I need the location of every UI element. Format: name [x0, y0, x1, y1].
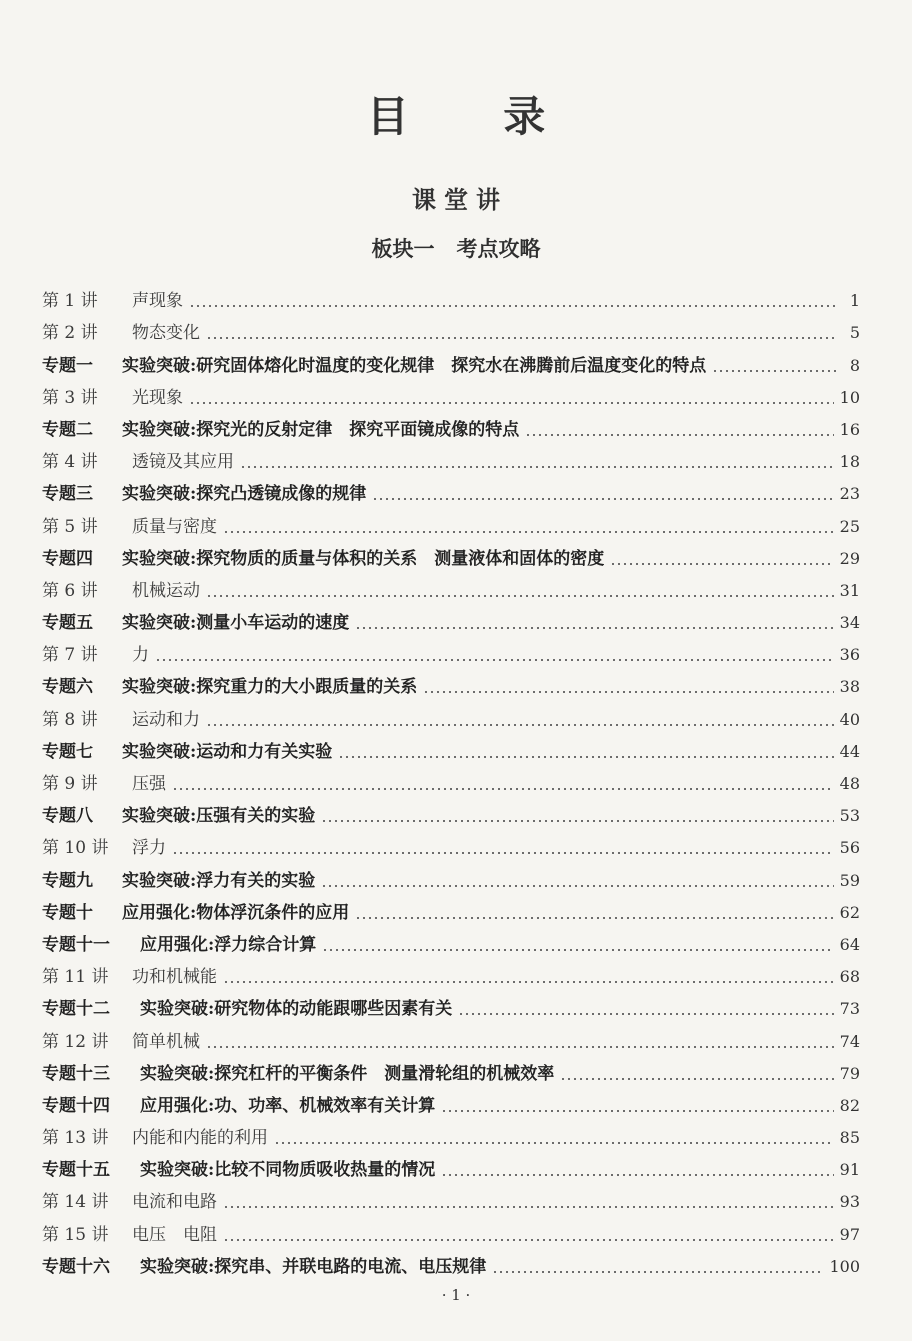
toc-entry-label: 第 9 讲 — [42, 774, 98, 794]
toc-entry-label: 专题四 — [42, 548, 93, 569]
toc-entry-title: 实验突破:探究杠杆的平衡条件 测量滑轮组的机械效率 — [140, 1063, 555, 1084]
toc-entry-title: 光现象 — [132, 387, 183, 408]
toc-entry-lecture[interactable] — [42, 1181, 860, 1213]
toc-entry-special[interactable] — [42, 859, 860, 891]
toc-entry-page: 68 — [839, 967, 860, 987]
toc-entry-page: 40 — [839, 709, 860, 729]
dot-leader — [322, 949, 833, 951]
dot-leader — [458, 1013, 833, 1015]
dot-leader — [372, 498, 833, 500]
toc-entry-page: 97 — [839, 1224, 860, 1244]
toc-entry-special[interactable] — [42, 538, 860, 570]
toc-entry-title: 简单机械 — [132, 1031, 200, 1052]
toc-entry-page: 16 — [839, 419, 860, 439]
toc-entry-lecture[interactable] — [42, 827, 860, 859]
toc-entry-lecture[interactable] — [42, 312, 860, 344]
toc-entry-lecture[interactable] — [42, 1020, 860, 1052]
toc-entry-label: 第 12 讲 — [42, 1031, 109, 1052]
toc-entry-page: 23 — [839, 484, 860, 504]
toc-entry-lecture[interactable] — [42, 505, 860, 537]
toc-entry-title: 运动和力 — [132, 709, 200, 730]
toc-entry-page: 31 — [839, 580, 860, 600]
document-title: 目 录 — [366, 92, 586, 141]
toc-entry-label: 第 11 讲 — [42, 967, 109, 988]
dot-leader — [441, 1174, 833, 1176]
toc-entry-page: 48 — [839, 774, 860, 793]
dot-leader — [206, 724, 834, 726]
toc-entry-title: 实验突破:测量小车运动的速度 — [122, 613, 350, 634]
toc-entry-label: 第 4 讲 — [42, 452, 98, 473]
toc-entry-label: 第 3 讲 — [42, 387, 98, 408]
toc-entry-label: 第 7 讲 — [42, 645, 98, 666]
toc-entry-page: 73 — [839, 999, 860, 1019]
toc-entry-lecture[interactable] — [42, 698, 860, 730]
toc-entry-title: 实验突破:运动和力有关实验 — [122, 741, 333, 762]
toc-entry-label: 第 1 讲 — [42, 291, 98, 312]
toc-entry-title: 质量与密度 — [132, 516, 217, 537]
dot-leader — [492, 1271, 823, 1273]
toc-entry-page: 91 — [839, 1160, 860, 1180]
dot-leader — [338, 756, 833, 758]
toc-entry-page: 25 — [839, 516, 860, 536]
toc-entry-label: 第 15 讲 — [42, 1224, 109, 1245]
toc-entry-label: 专题二 — [42, 419, 93, 440]
toc-entry-title: 实验突破:探究物质的质量与体积的关系 测量液体和固体的密度 — [122, 548, 605, 569]
dot-leader — [321, 820, 833, 822]
toc-entry-page: 29 — [839, 548, 860, 568]
toc-entry-page: 44 — [839, 741, 860, 761]
toc-entry-special[interactable] — [42, 473, 860, 505]
toc-entry-title: 电压 电阻 — [132, 1224, 217, 1245]
toc-entry-page: 34 — [839, 613, 860, 633]
toc-entry-title: 实验突破:探究光的反射定律 探究平面镜成像的特点 — [122, 419, 520, 440]
toc-entry-page: 62 — [839, 902, 860, 922]
toc-entry-page: 5 — [849, 323, 860, 343]
toc-entry-title: 力 — [132, 645, 149, 666]
dot-leader — [712, 370, 836, 372]
toc-entry-label: 专题六 — [42, 677, 93, 698]
dot-leader — [189, 305, 836, 307]
toc-entry-title: 实验突破:研究物体的动能跟哪些因素有关 — [140, 999, 453, 1020]
toc-entry-title: 浮力 — [132, 838, 166, 859]
toc-entry-title: 实验突破:浮力有关的实验 — [122, 870, 316, 891]
toc-entry-label: 专题十二 — [42, 999, 110, 1020]
toc-entry-page: 93 — [839, 1192, 860, 1212]
toc-entry-lecture[interactable] — [42, 441, 860, 473]
dot-leader — [274, 1142, 834, 1144]
toc-entry-page: 1 — [849, 291, 860, 311]
toc-entry-label: 专题十三 — [42, 1063, 110, 1084]
dot-leader — [223, 531, 834, 533]
dot-leader — [172, 852, 834, 854]
toc-entry-title: 实验突破:压强有关的实验 — [122, 806, 316, 827]
toc-entry-label: 专题三 — [42, 484, 93, 505]
dot-leader — [189, 402, 834, 404]
toc-entry-lecture[interactable] — [42, 956, 860, 988]
toc-entry-page: 74 — [839, 1031, 860, 1051]
dot-leader — [355, 627, 833, 629]
block-number: 板块一 — [371, 236, 435, 261]
dot-leader — [206, 595, 834, 597]
toc-entry-special[interactable] — [42, 731, 860, 763]
dot-leader — [206, 337, 836, 339]
toc-entry-page: 38 — [839, 677, 860, 697]
toc-entry-page: 10 — [839, 387, 860, 407]
toc-entry-label: 专题五 — [42, 613, 93, 634]
toc-entry-lecture[interactable] — [42, 763, 860, 795]
toc-entry-label: 第 14 讲 — [42, 1192, 109, 1213]
dot-leader — [441, 1110, 833, 1112]
toc-entry-lecture[interactable] — [42, 570, 860, 602]
toc-entry-title: 透镜及其应用 — [132, 452, 234, 473]
toc-entry-label: 第 13 讲 — [42, 1128, 109, 1149]
toc-entry-title: 实验突破:探究串、并联电路的电流、电压规律 — [140, 1256, 487, 1277]
toc-entry-label: 专题十五 — [42, 1160, 110, 1181]
toc-entry-special[interactable] — [42, 1085, 860, 1117]
dot-leader — [223, 1239, 834, 1241]
toc-entry-special[interactable] — [42, 344, 860, 376]
toc-entry-lecture[interactable] — [42, 1117, 860, 1149]
toc-entry-special[interactable] — [42, 602, 860, 634]
toc-entry-title: 实验突破:探究重力的大小跟质量的关系 — [122, 677, 418, 698]
dot-leader — [423, 691, 833, 693]
dot-leader — [223, 1206, 834, 1208]
toc-entry-label: 专题一 — [42, 355, 93, 376]
toc-entry-label: 专题十一 — [42, 934, 110, 955]
block-name: 考点攻略 — [456, 236, 541, 261]
dot-leader — [560, 1078, 833, 1080]
dot-leader — [525, 434, 833, 436]
toc-entry-special[interactable] — [42, 924, 860, 956]
toc-entry-label: 第 10 讲 — [42, 838, 109, 859]
dot-leader — [206, 1046, 834, 1048]
toc-entry-label: 第 5 讲 — [42, 516, 98, 537]
toc-entry-lecture[interactable] — [42, 634, 860, 666]
toc-entry-lecture[interactable] — [42, 1213, 860, 1245]
toc-entry-title: 实验突破:研究固体熔化时温度的变化规律 探究水在沸腾前后温度变化的特点 — [122, 355, 707, 376]
toc-entry-label: 第 2 讲 — [42, 323, 98, 344]
toc-entry-title: 应用强化:物体浮沉条件的应用 — [122, 902, 350, 923]
toc-entry-page: 36 — [839, 645, 860, 665]
toc-entry-page: 59 — [839, 870, 860, 890]
toc-entry-label: 专题八 — [42, 806, 93, 827]
toc-entry-label: 专题十四 — [42, 1095, 110, 1116]
toc-entry-page: 53 — [839, 806, 860, 826]
toc-entry-page: 85 — [839, 1128, 860, 1148]
toc-entry-title: 应用强化:浮力综合计算 — [140, 934, 317, 955]
toc-entry-title: 功和机械能 — [132, 967, 217, 988]
toc-entry-label: 专题七 — [42, 741, 93, 762]
toc-entry-title: 内能和内能的利用 — [132, 1128, 268, 1149]
toc-entry-title: 实验突破:探究凸透镜成像的规律 — [122, 484, 367, 505]
toc-entry-label: 专题十六 — [42, 1256, 110, 1277]
dot-leader — [172, 788, 834, 790]
dot-leader — [240, 466, 834, 468]
toc-entry-page: 100 — [829, 1256, 860, 1276]
toc-entry-special[interactable] — [42, 666, 860, 698]
block-title — [0, 233, 912, 263]
toc-entry-label: 专题九 — [42, 870, 93, 891]
toc-entry-special[interactable] — [42, 795, 860, 827]
toc-entry-special[interactable] — [42, 1053, 860, 1085]
toc-entry-special[interactable] — [42, 988, 860, 1020]
toc-entry-label: 专题十 — [42, 902, 93, 923]
toc-entry-page: 64 — [839, 934, 860, 954]
toc-entry-label: 第 8 讲 — [42, 709, 98, 730]
toc-entry-title: 机械运动 — [132, 580, 200, 601]
toc-entry-title: 压强 — [132, 774, 166, 794]
toc-entry-label: 第 6 讲 — [42, 580, 98, 601]
toc-entry-special[interactable] — [42, 1149, 860, 1181]
section-title: 课堂讲 — [412, 186, 508, 214]
toc-entry-lecture[interactable] — [42, 280, 860, 312]
toc-entry-lecture[interactable] — [42, 377, 860, 409]
toc-entry-title: 声现象 — [132, 291, 183, 312]
table-of-contents — [42, 280, 860, 1278]
toc-entry-page: 8 — [849, 355, 860, 375]
toc-entry-title: 电流和电路 — [132, 1192, 217, 1213]
toc-entry-page: 18 — [839, 452, 860, 472]
toc-entry-title: 应用强化:功、功率、机械效率有关计算 — [140, 1095, 436, 1116]
dot-leader — [155, 659, 834, 661]
toc-entry-page: 56 — [839, 838, 860, 858]
dot-leader — [610, 563, 833, 565]
toc-entry-page: 82 — [839, 1095, 860, 1115]
toc-entry-special[interactable] — [42, 409, 860, 441]
toc-entry-special[interactable] — [42, 1246, 860, 1278]
toc-entry-special[interactable] — [42, 892, 860, 924]
dot-leader — [355, 917, 833, 919]
toc-entry-page: 79 — [839, 1063, 860, 1083]
dot-leader — [223, 981, 834, 983]
toc-entry-title: 实验突破:比较不同物质吸收热量的情况 — [140, 1160, 436, 1181]
page-number: · 1 · — [441, 1286, 471, 1304]
dot-leader — [321, 885, 833, 887]
toc-entry-title: 物态变化 — [132, 323, 200, 344]
